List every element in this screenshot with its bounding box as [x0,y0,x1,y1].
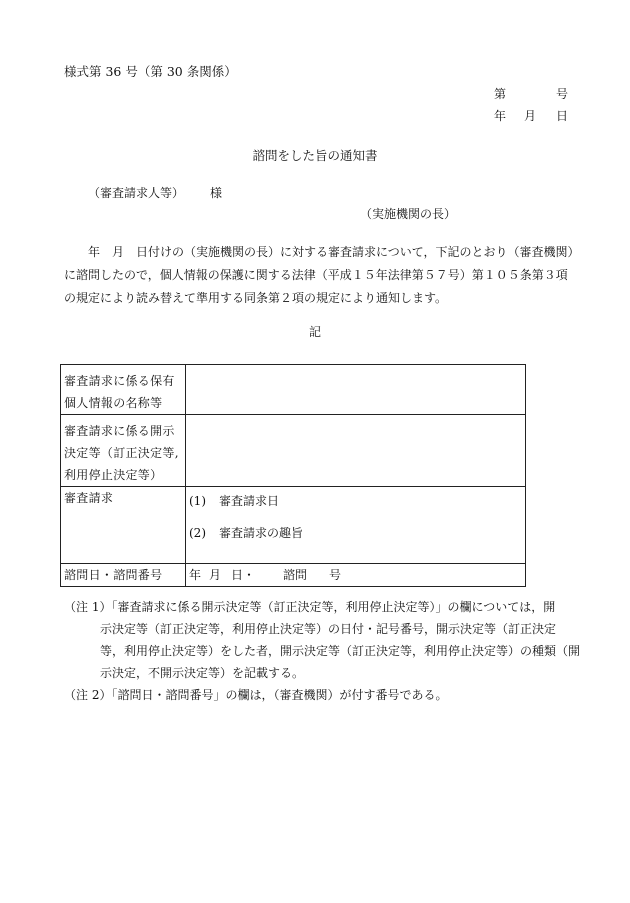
disclosure-decision-label-cell [61,415,186,487]
table-row [61,487,526,564]
body-line: に諮問したので，個人情報の保護に関する法律（平成１５年法律第５７号）第１０５条第３項 [64,268,568,282]
table-label-line: 審査請求に係る保有 [64,374,175,388]
item-text: 審査請求日 [219,494,280,508]
note-1-line: （注 1）「審査請求に係る開示決定等（訂正決定等，利用停止決定等）」の欄については，開 [64,600,556,614]
review-request-date-item [186,493,525,509]
personal-info-name-label-cell [61,365,186,415]
table-label-line: 審査請求 [64,491,114,505]
document-title: 諮問をした旨の通知書 [252,148,378,163]
item-number: (2) [189,526,206,540]
body-line: の規定により読み替えて準用する同条第２項の規定により通知します。 [64,291,448,305]
body-paragraph [64,241,580,310]
review-request-value-cell[interactable] [186,487,526,564]
notes-section [64,596,584,706]
note-1-line: 等，利用停止決定等）をした者，開示決定等（訂正決定等，利用停止決定等）の種類（開 [100,644,581,658]
table-label-line: 諮問日・諮問番号 [64,568,163,582]
table-row [61,564,526,587]
addressee-name: （審査請求人等） [88,186,185,200]
table-label-line: 個人情報の名称等 [64,396,163,410]
note-2-line: （注 2）「諮問日・諮問番号」の欄は，（審査機関）が付す番号である。 [64,688,448,702]
inquiry-number-suffix: 号 [329,568,342,582]
issuer-name: （実施機関の長） [360,207,457,221]
review-request-purpose-item [186,525,525,541]
table-row [61,415,526,487]
personal-info-name-value-cell[interactable] [186,365,526,415]
inquiry-day-label: 日・ [231,568,256,582]
date-month-label: 月 [524,109,537,123]
date-day-label: 日 [556,109,569,123]
note-1-line: 示決定，不開示決定等）を記載する。 [100,666,305,680]
review-request-label-cell [61,487,186,564]
inquiry-year-label: 年 [189,568,202,582]
form-number-label: 様式第 36 号（第 30 条関係） [64,64,237,79]
body-line: 年 月 日付けの（実施機関の長）に対する審査請求について，下記のとおり（審査機関） [88,245,580,259]
ki-heading: 記 [308,325,321,339]
note-1-line: 示決定等（訂正決定等，利用停止決定等）の日付・記号番号，開示決定等（訂正決定 [100,622,557,636]
inquiry-date-number-label-cell [61,564,186,587]
document-number-prefix: 第 [494,87,507,101]
disclosure-decision-value-cell[interactable] [186,415,526,487]
inquiry-month-label: 月 [209,568,222,582]
table-label-line: 決定等（訂正決定等, [64,446,179,460]
notice-table [60,364,526,587]
table-label-line: 審査請求に係る開示 [64,424,175,438]
inquiry-date-number-value-cell[interactable] [186,564,526,587]
inquiry-shimon-label: 諮問 [283,568,308,582]
table-label-line: 利用停止決定等） [64,468,163,482]
item-number: (1) [189,494,206,508]
table-row [61,365,526,415]
date-year-label: 年 [494,109,507,123]
item-text: 審査請求の趣旨 [219,526,304,540]
document-number-suffix: 号 [556,87,569,101]
addressee-honorific: 様 [210,186,223,200]
